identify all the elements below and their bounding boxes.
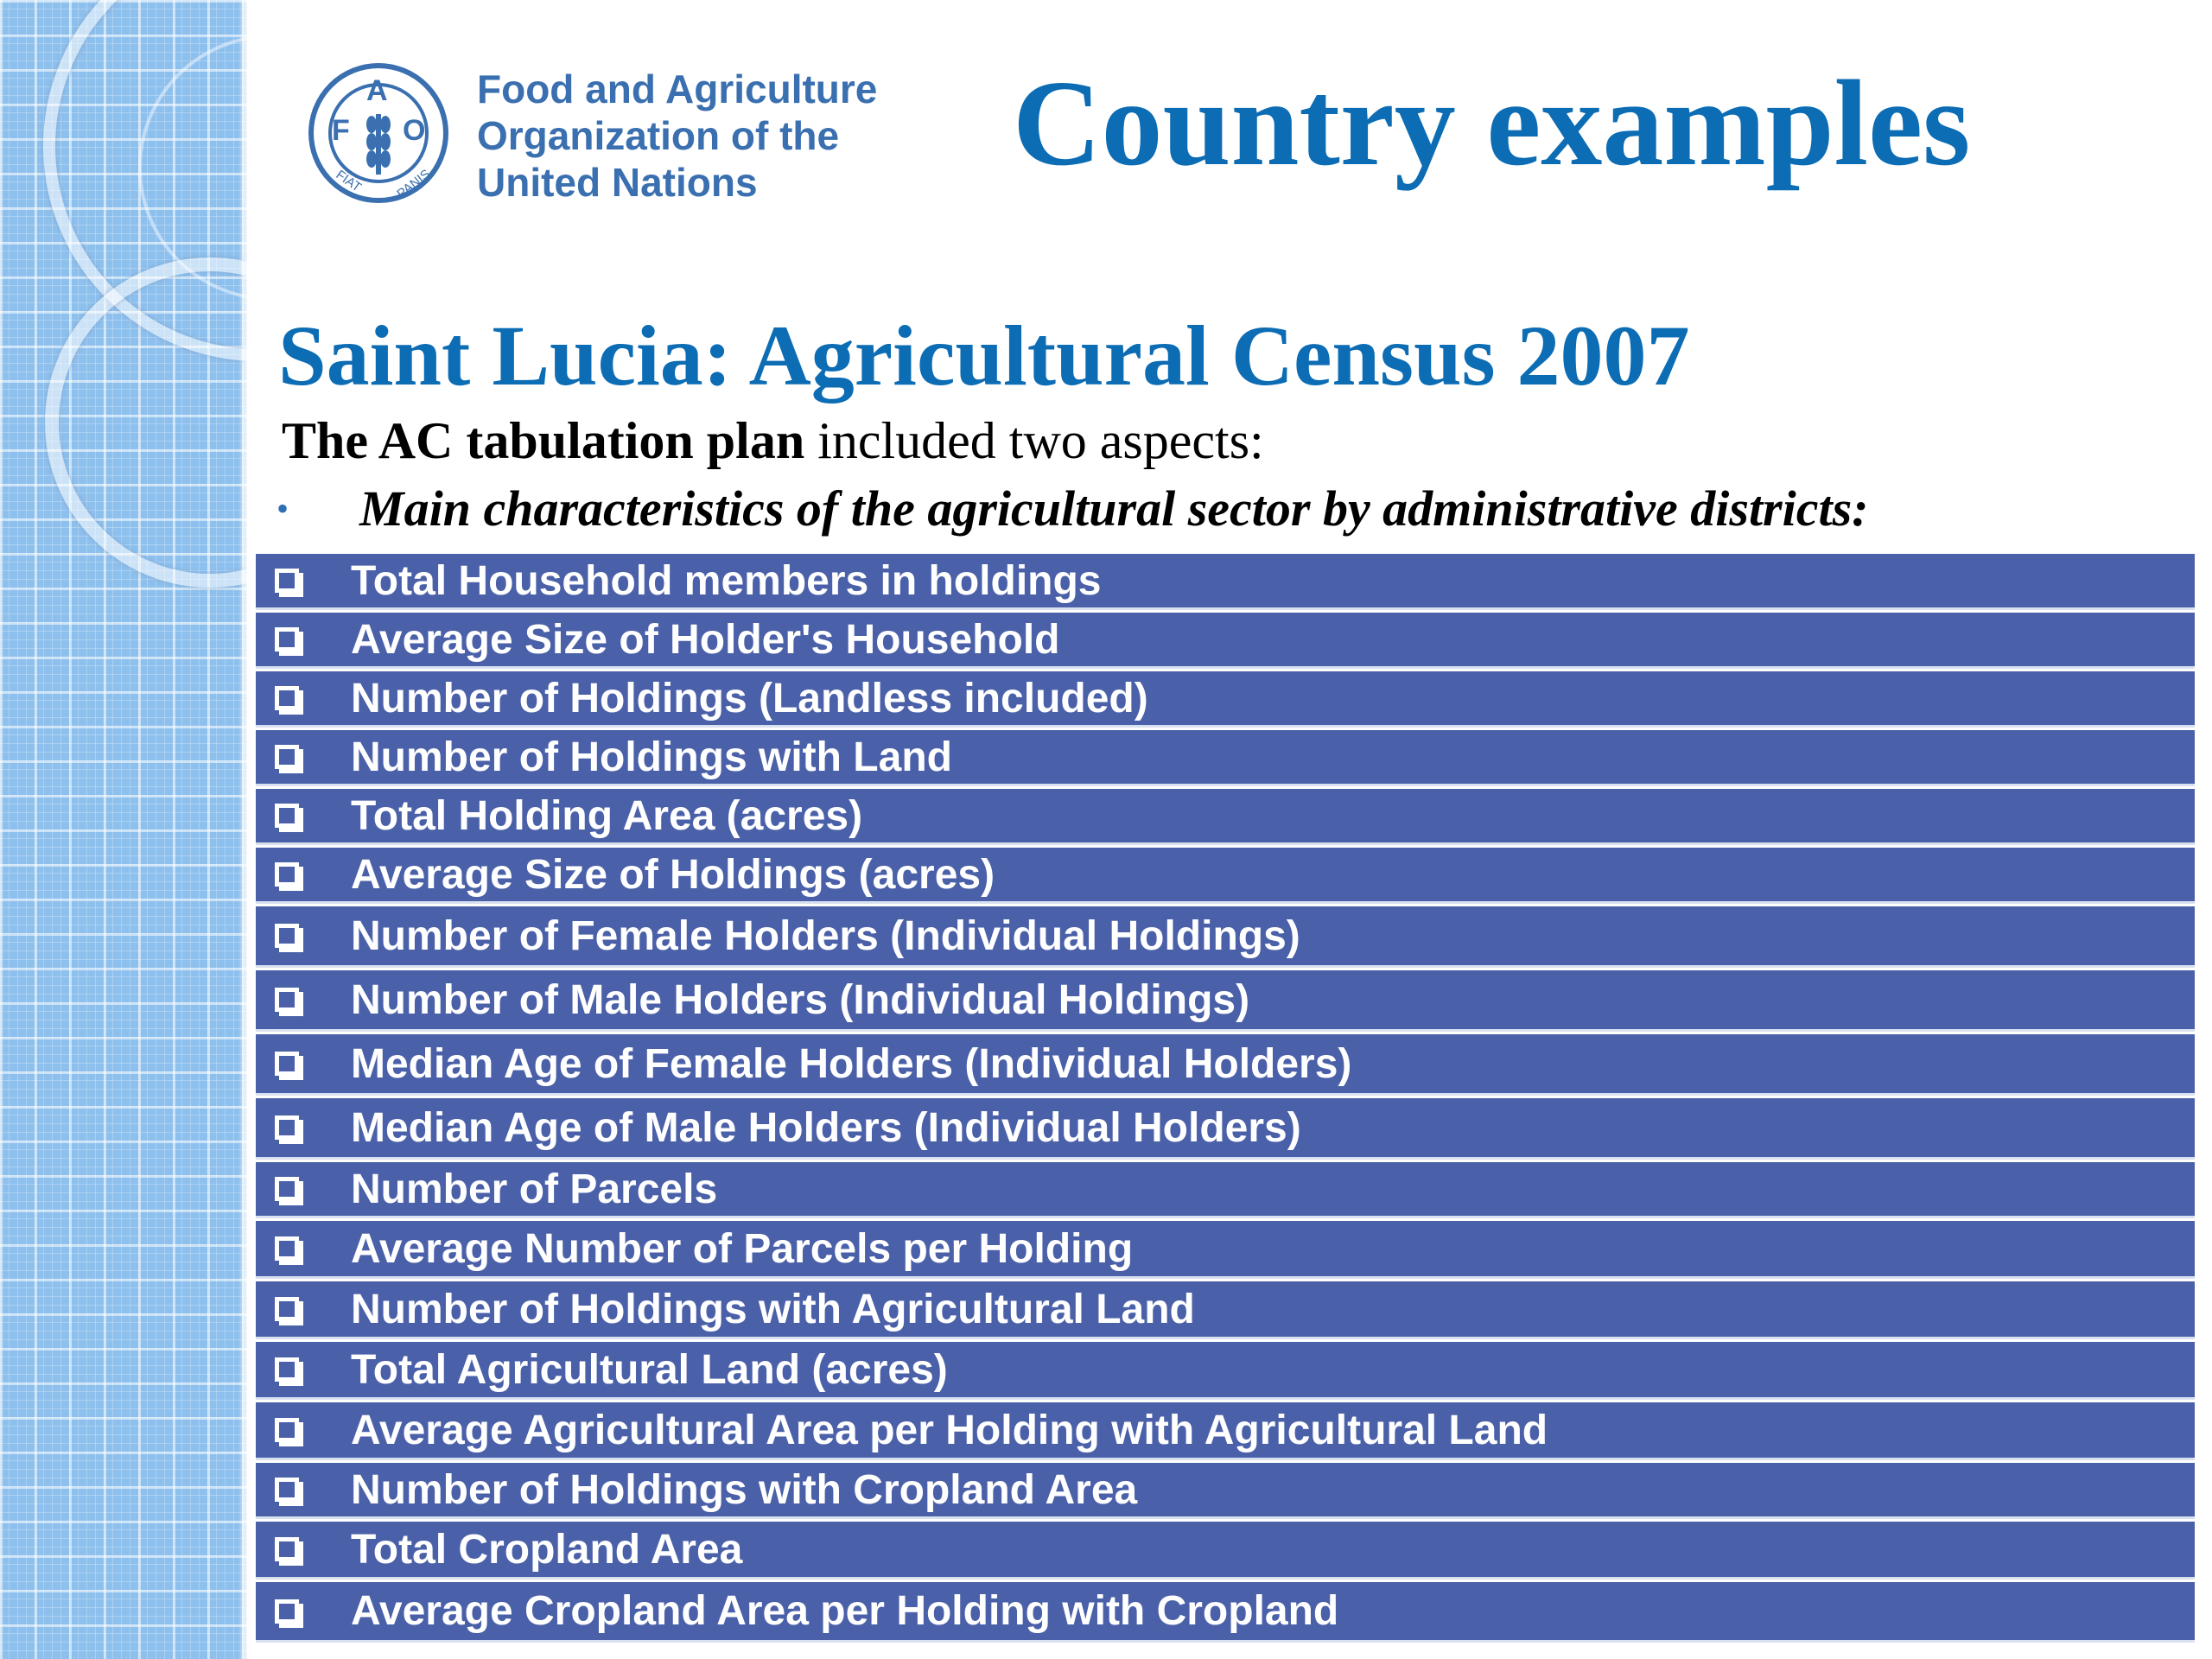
checkbox-bullet-icon (275, 745, 299, 769)
checkbox-bullet-icon (275, 1537, 299, 1561)
list-item (256, 1221, 2195, 1279)
intro-rest: included two aspects: (804, 412, 1264, 469)
checkbox-bullet-icon (275, 1236, 299, 1261)
intro-bold: The AC tabulation plan (282, 412, 805, 469)
checkbox-bullet-icon (275, 804, 299, 828)
checkbox-bullet-icon (275, 1357, 299, 1382)
bullet-text: Main characteristics of the agricultural sector by administrative districts: (359, 480, 1869, 537)
checkbox-bullet-icon (275, 1478, 299, 1502)
list-item (256, 1402, 2195, 1460)
list-item-label: Number of Holdings with Land (351, 734, 952, 780)
fao-logo-text (477, 66, 878, 206)
checkbox-bullet-icon (275, 924, 299, 948)
checkbox-bullet-icon (275, 1052, 299, 1076)
slide-subtitle: Saint Lucia: Agricultural Census 2007 (278, 308, 1690, 404)
bullet-item (276, 474, 1869, 543)
decorative-ring (45, 257, 247, 588)
bullet-icon: • (276, 488, 289, 528)
list-item-label: Number of Male Holders (Individual Holdings) (351, 976, 1250, 1023)
svg-text:F: F (332, 114, 350, 147)
list-item-label: Average Number of Parcels per Holding (351, 1225, 1134, 1272)
svg-text:O: O (403, 114, 426, 147)
svg-text:PANIS: PANIS (394, 166, 434, 202)
list-item-label: Median Age of Female Holders (Individual Holders) (351, 1040, 1352, 1087)
checkbox-bullet-icon (275, 1297, 299, 1321)
intro-text (282, 408, 1264, 474)
list-item (256, 906, 2195, 968)
fao-emblem-icon (304, 54, 460, 209)
checkbox-bullet-icon (275, 686, 299, 710)
list-item (256, 970, 2195, 1032)
list-item-label: Total Holding Area (acres) (351, 792, 863, 839)
list-item-label: Total Agricultural Land (acres) (351, 1346, 948, 1393)
decorative-grid-strip (0, 0, 247, 1659)
list-item (256, 1342, 2195, 1400)
logo-line: Food and Agriculture (477, 67, 878, 111)
list-item-label: Number of Holdings with Cropland Area (351, 1466, 1138, 1513)
list-item (256, 1034, 2195, 1096)
list-item (256, 1281, 2195, 1339)
list-item-label: Median Age of Male Holders (Individual Holders) (351, 1104, 1301, 1151)
list-item (256, 1522, 2195, 1580)
svg-text:FIAT: FIAT (333, 167, 365, 195)
svg-text:A: A (366, 74, 388, 107)
checkbox-bullet-icon (275, 1116, 299, 1140)
list-item-label: Average Cropland Area per Holding with Cropland (351, 1588, 1339, 1634)
list-item (256, 1582, 2195, 1643)
checkbox-bullet-icon (275, 862, 299, 887)
checkbox-bullet-icon (275, 1418, 299, 1442)
list-item (256, 730, 2195, 786)
list-item (256, 848, 2195, 904)
list-item (256, 789, 2195, 845)
checkbox-bullet-icon (275, 627, 299, 652)
logo-line: United Nations (477, 160, 758, 205)
list-item (256, 613, 2195, 669)
list-item-label: Average Agricultural Area per Holding with Agricultural Land (351, 1407, 1548, 1453)
list-item (256, 1463, 2195, 1519)
checkbox-bullet-icon (275, 1177, 299, 1201)
list-item-label: Total Cropland Area (351, 1526, 743, 1573)
slide-title: Country examples (1013, 54, 1971, 191)
list-item-label: Number of Holdings (Landless included) (351, 675, 1148, 721)
list-item (256, 671, 2195, 728)
list-item-label: Number of Parcels (351, 1166, 718, 1212)
list-item-label: Average Size of Holder's Household (351, 616, 1060, 663)
list-item (256, 554, 2195, 610)
list-item-label: Average Size of Holdings (acres) (351, 851, 995, 898)
list-item (256, 1098, 2195, 1160)
checkbox-bullet-icon (275, 569, 299, 593)
list-item-label: Number of Female Holders (Individual Holdings) (351, 912, 1300, 959)
checkbox-bullet-icon (275, 1599, 299, 1624)
list-item-label: Number of Holdings with Agricultural Land (351, 1286, 1195, 1332)
list-item (256, 1162, 2195, 1218)
checkbox-bullet-icon (275, 988, 299, 1012)
fao-logo (304, 54, 878, 218)
logo-line: Organization of the (477, 113, 840, 158)
list-item-label: Total Household members in holdings (351, 557, 1102, 604)
